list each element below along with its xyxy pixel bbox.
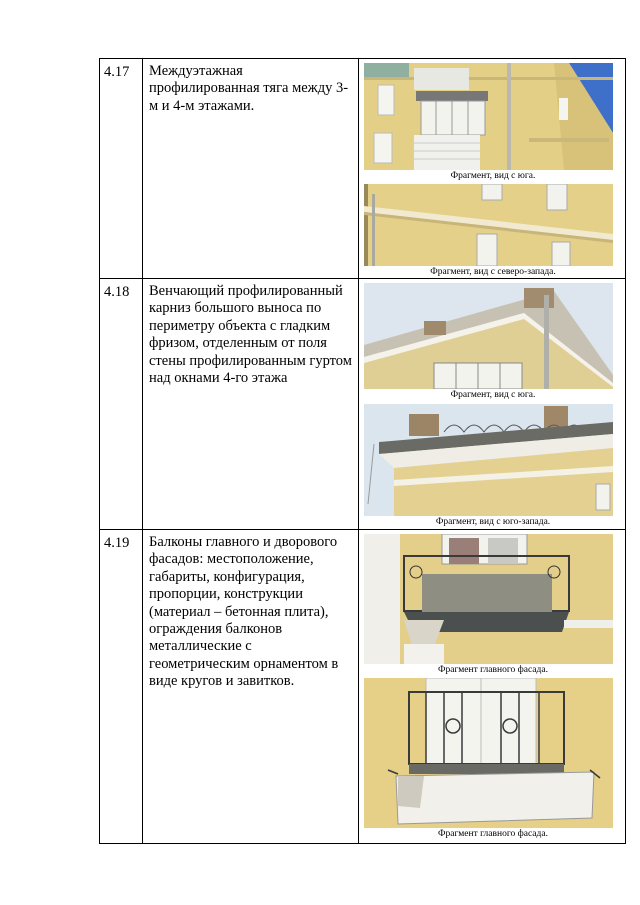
photo-caption: Фрагмент главного фасада. — [438, 665, 548, 675]
photo-caption: Фрагмент, вид с северо-запада. — [430, 267, 556, 277]
photo-balcony-south — [364, 63, 613, 170]
photo-crowning-cornice-south — [364, 283, 613, 389]
row-photos — [359, 59, 626, 279]
photo-balcony-main-facade-2 — [364, 678, 613, 828]
table-row — [100, 279, 626, 530]
row-photos — [359, 279, 626, 530]
table-row — [100, 59, 626, 279]
row-number: 4.19 — [100, 530, 143, 844]
photo-caption: Фрагмент главного фасада. — [438, 829, 548, 839]
monuments-table — [99, 58, 626, 844]
photo-caption: Фрагмент, вид с юга. — [450, 390, 536, 400]
photo-crowning-cornice-southwest — [364, 404, 613, 516]
row-description: Балконы главного и дворового фасадов: местоположение, габариты, конфигурация, пропорции, конструкции (материал – бетонная плита), ограждения балконов металлические с геометрическим орнаментом в виде кругов и завитков. — [143, 530, 359, 844]
photo-caption: Фрагмент, вид с юго-запада. — [435, 517, 551, 527]
photo-cornice-northwest — [364, 184, 613, 266]
row-description: Междуэтажная профилированная тяга между 3-м и 4-м этажами. — [143, 59, 359, 279]
row-number: 4.18 — [100, 279, 143, 530]
row-description: Венчающий профилированный карниз большого выноса по периметру объекта с гладким фризом, отделенным от поля стены профилированным гуртом над окнами 4-го этажа — [143, 279, 359, 530]
photo-caption: Фрагмент, вид с юга. — [450, 171, 536, 181]
row-photos — [359, 530, 626, 844]
row-number: 4.17 — [100, 59, 143, 279]
table-row — [100, 530, 626, 844]
photo-balcony-main-facade-1 — [364, 534, 613, 664]
